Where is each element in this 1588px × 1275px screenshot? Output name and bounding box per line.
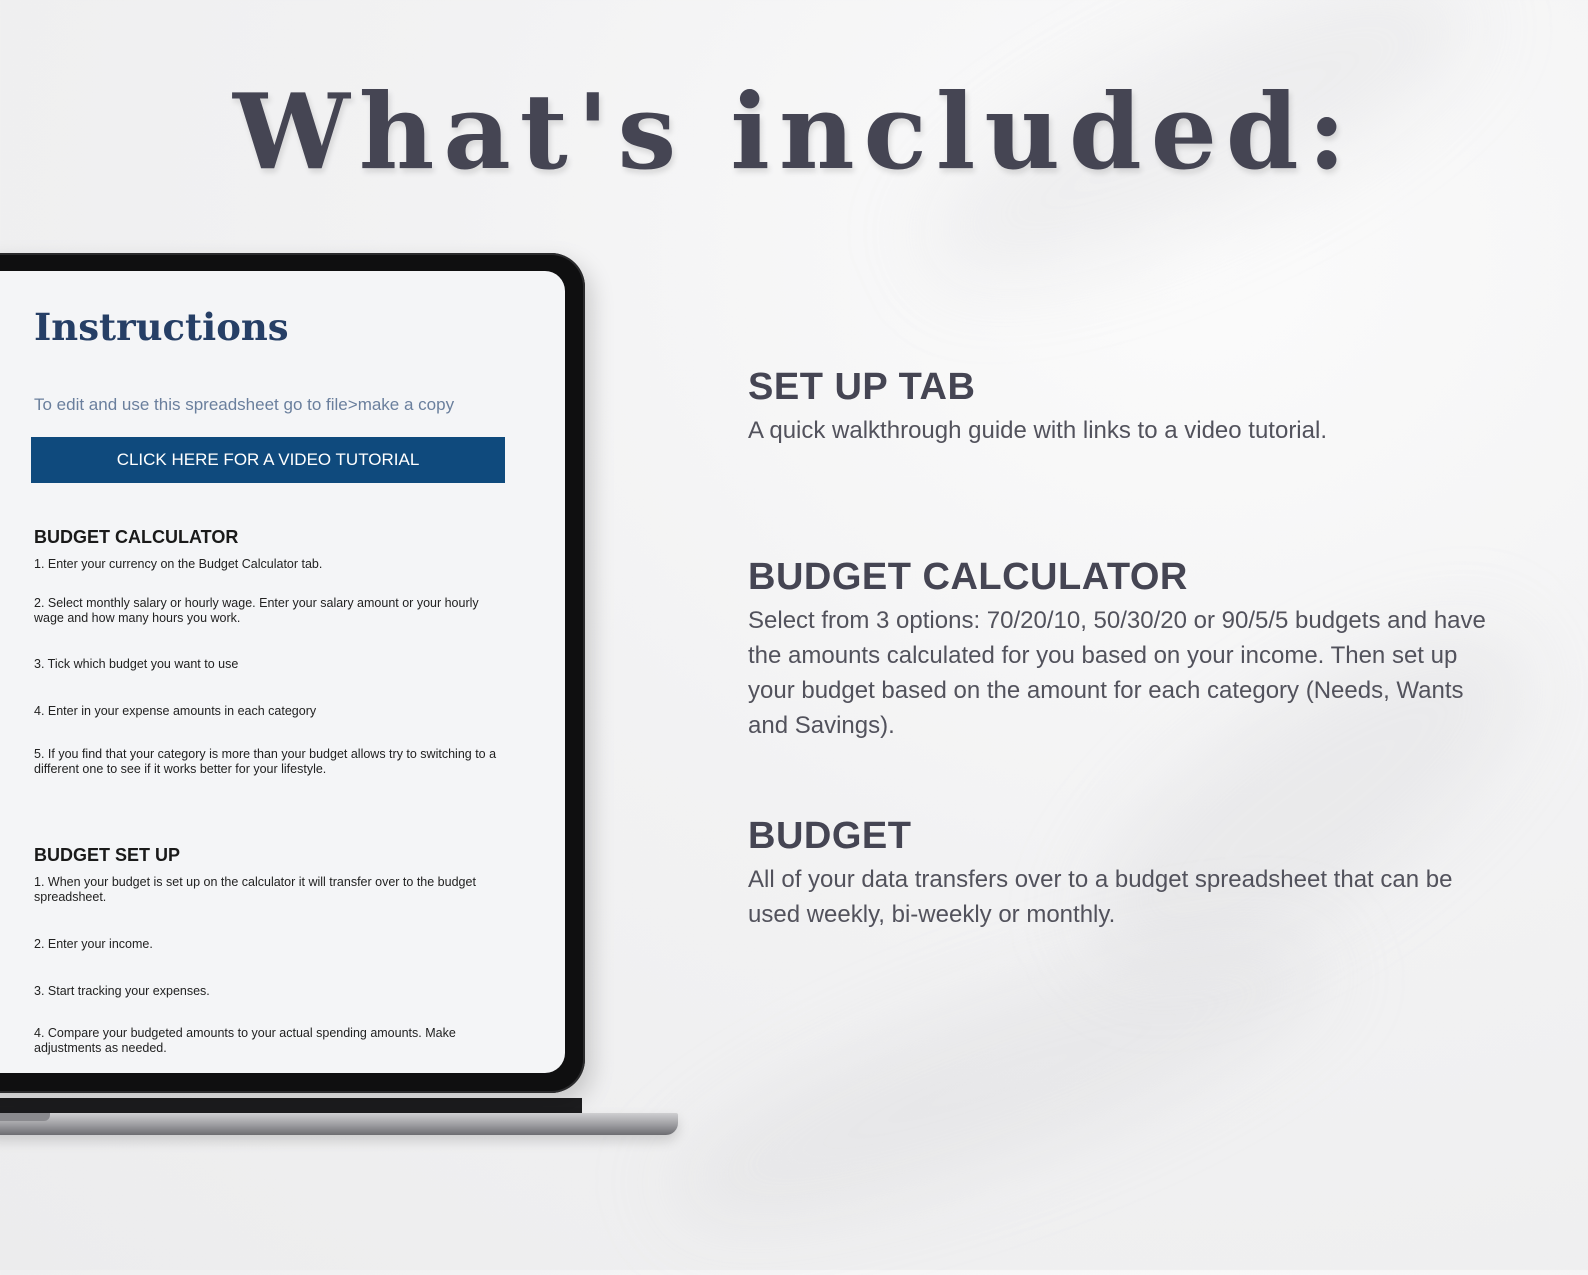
feature-heading: BUDGET CALCULATOR — [748, 556, 1188, 598]
laptop-mockup — [0, 253, 585, 1093]
feature-description: A quick walkthrough guide with links to a video tutorial. — [748, 417, 1327, 444]
calculator-step: 1. Enter your currency on the Budget Calculator tab. — [34, 557, 323, 571]
calculator-step: 3. Tick which budget you want to use — [34, 657, 239, 671]
calculator-step: 2. Select monthly salary or hourly wage. Enter your salary amount or your hourly wage and how many hours you work. — [34, 596, 479, 625]
spreadsheet-instructions — [0, 271, 514, 1071]
instructions-title: Instructions — [34, 305, 289, 349]
feature-budget — [748, 815, 1508, 932]
set-up-step: 2. Enter your income. — [34, 937, 153, 951]
background-shadow — [644, 885, 1357, 1275]
set-up-step: 4. Compare your budgeted amounts to your actual spending amounts. Make adjustments as needed. — [34, 1026, 456, 1055]
feature-set-up-tab — [748, 366, 1508, 448]
laptop-base — [0, 1113, 678, 1135]
copy-note: To edit and use this spreadsheet go to file>make a copy — [34, 395, 455, 414]
calculator-step: 4. Enter in your expense amounts in each category — [34, 704, 317, 718]
video-tutorial-button[interactable]: CLICK HERE FOR A VIDEO TUTORIAL — [31, 437, 505, 483]
laptop-hinge — [0, 1098, 582, 1114]
laptop-notch — [0, 1113, 50, 1121]
feature-budget-calculator — [748, 556, 1508, 743]
calculator-step: 5. If you find that your category is more than your budget allows try to switching to a different one to see if it works better for your lifestyle. — [34, 747, 497, 776]
feature-description: All of your data transfers over to a budget spreadsheet that can be used weekly, bi-weekly or monthly. — [748, 866, 1453, 928]
set-up-step: 3. Start tracking your expenses. — [34, 984, 210, 998]
budget-calculator-heading: BUDGET CALCULATOR — [34, 527, 239, 547]
set-up-step: 1. When your budget is set up on the calculator it will transfer over to the budget spreadsheet. — [34, 875, 476, 904]
page-title: What's included: — [233, 70, 1355, 193]
budget-set-up-heading: BUDGET SET UP — [34, 845, 181, 865]
laptop-screen — [0, 271, 565, 1073]
feature-heading: SET UP TAB — [748, 366, 976, 408]
feature-description: Select from 3 options: 70/20/10, 50/30/20 or 90/5/5 budgets and have the amounts calculated for you based on your income. Then set up your budget based on the amount for each category (Needs, Wants and Savings). — [748, 607, 1486, 739]
feature-heading: BUDGET — [748, 815, 912, 857]
